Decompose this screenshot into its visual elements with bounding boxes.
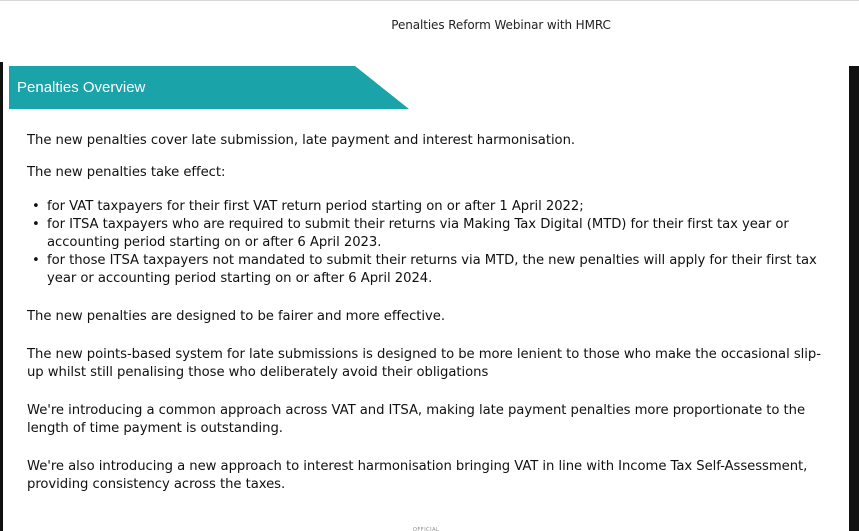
list-item [27, 198, 837, 216]
bullet-icon: • [32, 217, 40, 232]
bullet-icon: • [32, 253, 40, 268]
window-title: Penalties Reform Webinar with HMRC [391, 18, 611, 32]
bullet-icon: • [32, 199, 40, 214]
effective-dates-list [27, 198, 837, 288]
common-approach-paragraph: We're introducing a common approach across VAT and ITSA, making late payment penalties more proportionate to the length of time payment is outstanding. [27, 403, 806, 436]
interest-paragraph: We're also introducing a new approach to interest harmonisation bringing VAT in line with Income Tax Self-Assessment, providing consistency across the taxes. [27, 459, 808, 492]
list-item [27, 216, 837, 252]
list-item-text: for ITSA taxpayers who are required to submit their returns via Making Tax Digital (MTD) for their first tax year or accounting period starting on or after 6 April 2023. [47, 217, 789, 250]
presentation-slide [0, 62, 848, 531]
fairer-paragraph: The new penalties are designed to be fairer and more effective. [27, 309, 445, 324]
screen-edge [849, 66, 859, 531]
slide-title-banner [9, 66, 409, 109]
slide-body [27, 132, 837, 514]
classification-mark: OFFICIAL [413, 527, 440, 531]
slide-title: Penalties Overview [17, 79, 146, 96]
points-based-paragraph: The new points-based system for late submissions is designed to be more lenient to those who make the occasional slip-up whilst still penalising those who deliberately avoid their obligations [27, 347, 821, 380]
intro-paragraph: The new penalties cover late submission, late payment and interest harmonisation. [27, 133, 576, 148]
list-item-text: for those ITSA taxpayers not mandated to submit their returns via MTD, the new penalties will apply for their first tax year or accounting period starting on or after 6 April 2024. [47, 253, 817, 286]
list-item-text: for VAT taxpayers for their first VAT return period starting on or after 1 April 2022; [47, 199, 584, 214]
window-header [0, 0, 859, 60]
list-item [27, 252, 837, 288]
take-effect-paragraph: The new penalties take effect: [27, 165, 226, 180]
